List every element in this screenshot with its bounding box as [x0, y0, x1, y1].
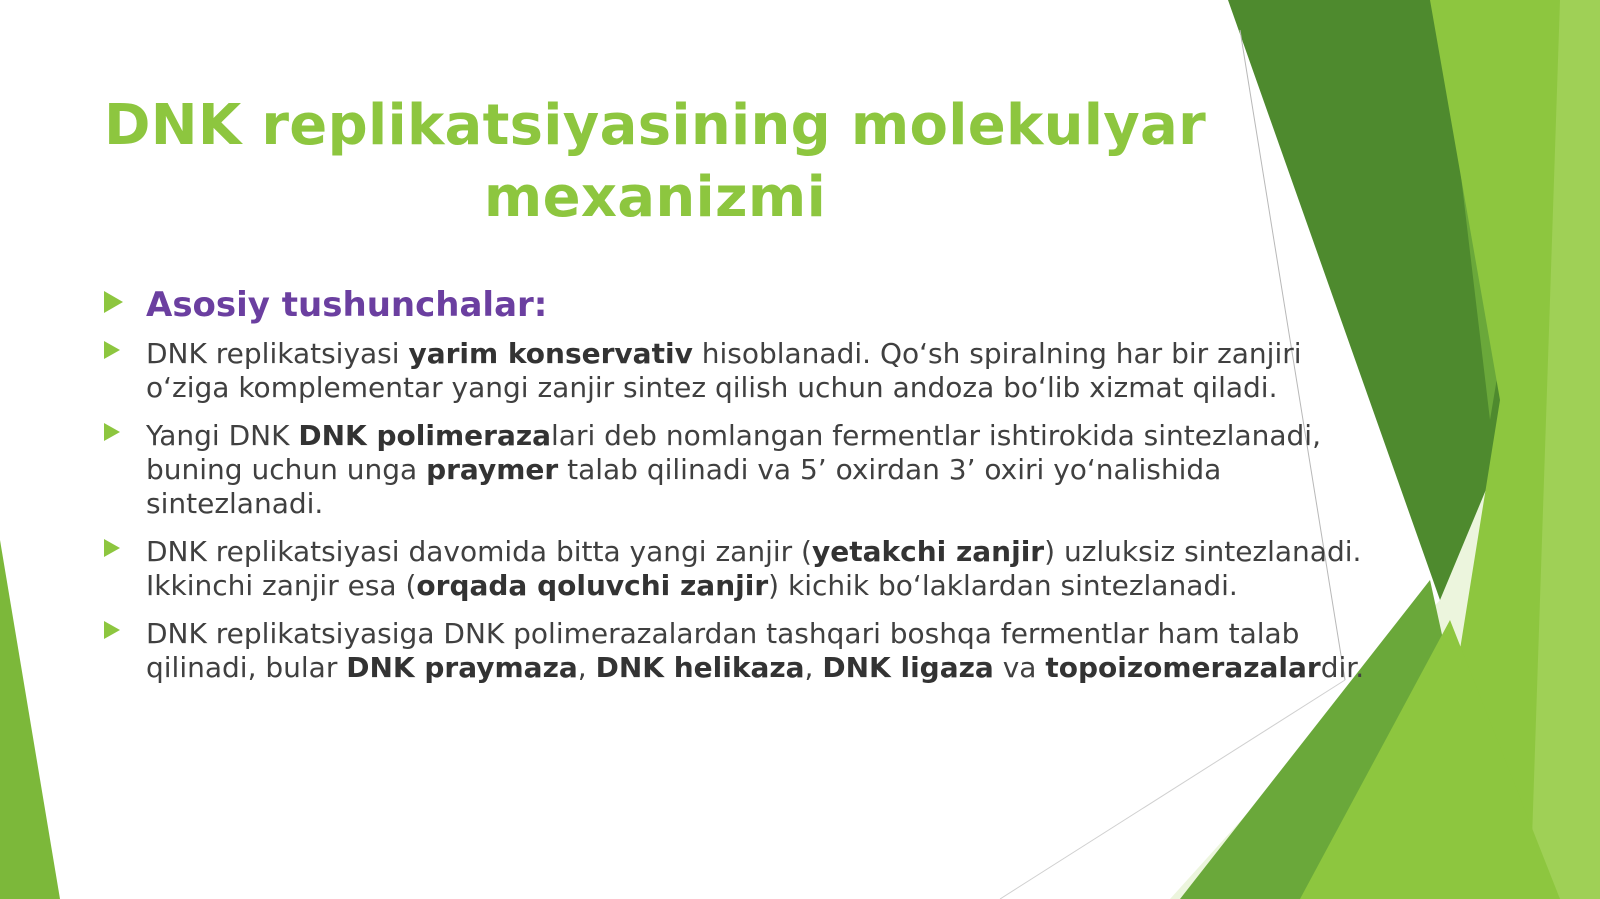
bold-term: yetakchi zanjir [811, 535, 1045, 568]
left-accent-shape [0, 540, 60, 899]
text-run: dir. [1320, 651, 1365, 684]
bullet-arrow-icon [104, 341, 120, 359]
bullet-arrow-icon [104, 291, 123, 313]
bullet-items [100, 337, 1390, 685]
bold-term: orqada qoluvchi zanjir [416, 569, 769, 602]
heading-item [100, 285, 1390, 325]
bullet-item [100, 419, 1390, 521]
bullet-arrow-icon [104, 539, 120, 557]
text-run: DNK replikatsiyasi [146, 337, 409, 370]
bullet-list [100, 285, 1390, 699]
bullet-text [146, 535, 1361, 602]
text-run: lari deb nomlangan fermentlar ishtirokida sintezlanadi, buning uchun unga [146, 419, 1321, 486]
bullet-arrow-icon [104, 423, 120, 441]
text-run: va [993, 651, 1046, 684]
bullet-item [100, 337, 1390, 405]
text-run: , [577, 651, 596, 684]
bullet-item [100, 535, 1390, 603]
text-run: hisoblanadi. Qo‘sh spiralning har bir zanjiri o‘ziga komplementar yangi zanjir sintez qilish uchun andoza bo‘lib xizmat qiladi. [146, 337, 1302, 404]
bullet-item [100, 617, 1390, 685]
bold-term: praymer [426, 453, 559, 486]
bullet-text [146, 419, 1321, 520]
bold-term: yarim konservativ [408, 337, 693, 370]
bold-term: DNK helikaza [595, 651, 805, 684]
text-run: , [804, 651, 823, 684]
text-run: ) uzluksiz sintezlanadi. Ikkinchi zanjir esa ( [146, 535, 1362, 602]
heading-text: Asosiy tushunchalar: [146, 285, 548, 325]
text-run: Yangi DNK [146, 419, 299, 452]
bullet-text [146, 617, 1364, 684]
slide-title: DNK replikatsiyasining molekulyar mexanizmi [103, 93, 1207, 230]
bullet-text [146, 337, 1302, 404]
text-run: DNK replikatsiyasi davomida bitta yangi zanjir ( [146, 535, 812, 568]
bold-term: DNK praymaza [346, 651, 578, 684]
bullet-arrow-icon [104, 621, 120, 639]
bold-term: topoizomerazalar [1045, 651, 1321, 684]
text-run: ) kichik bo‘laklardan sintezlanadi. [768, 569, 1238, 602]
bold-term: DNK ligaza [822, 651, 994, 684]
text-run: DNK replikatsiyasiga DNK polimerazalardan tashqari boshqa fermentlar ham talab qilinadi, bular [146, 617, 1300, 684]
bold-term: DNK polimeraza [298, 419, 552, 452]
text-run: talab qilinadi va 5’ oxirdan 3’ oxiri yo‘nalishida sintezlanadi. [146, 453, 1222, 520]
